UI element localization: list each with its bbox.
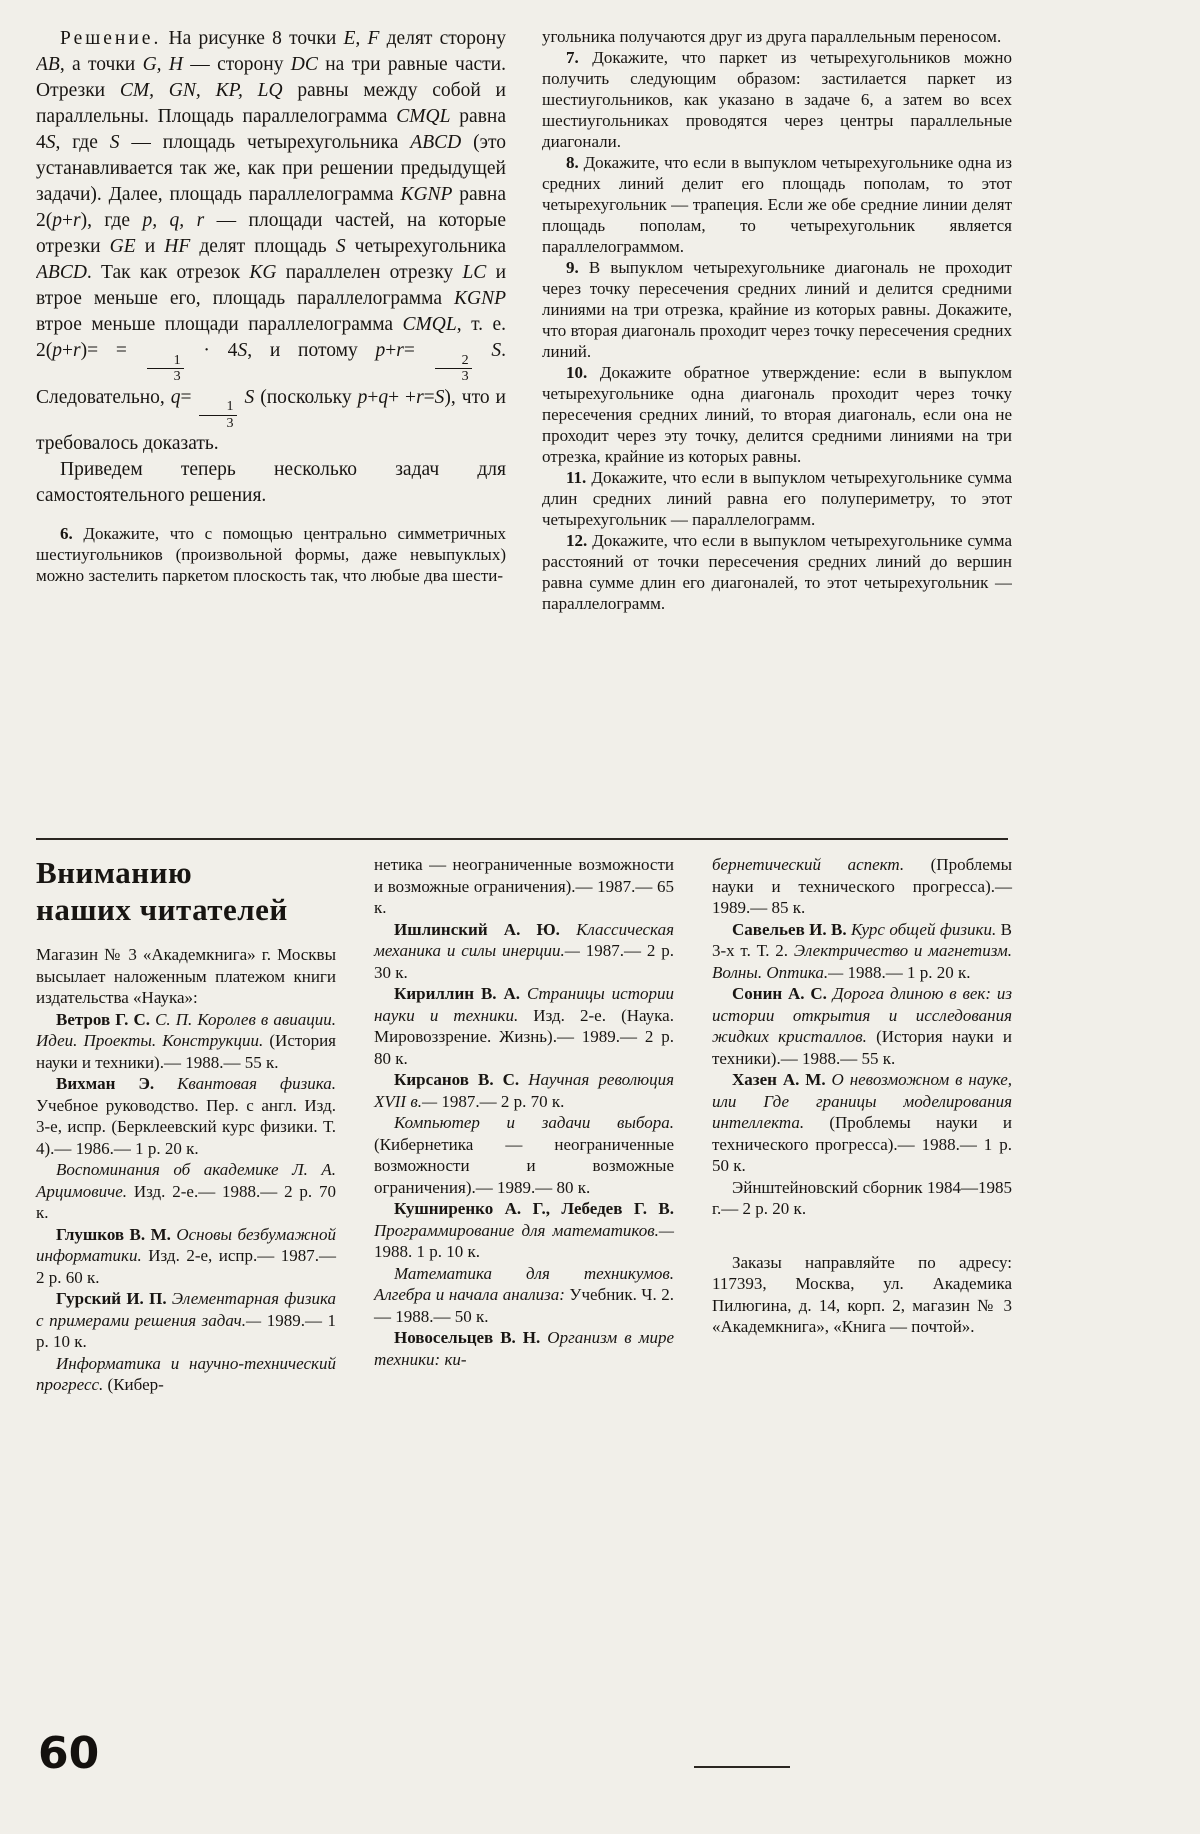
readers-heading-line1: Вниманию — [36, 855, 193, 890]
readers-column-1 — [36, 854, 336, 1396]
book-entry: Савельев И. В. Курс общей физики. В 3-х т. Т. 2. Электричество и магнетизм. Волны. Оптика.— 1988.— 1 р. 20 к. — [712, 919, 1012, 982]
book-entry: Хазен А. М. О невозможном в науке, или Где границы моделирования интеллекта. (Проблемы науки и технического прогресса).— 1988.— 1 р. 50 к. — [712, 1070, 1012, 1175]
book-entry: Ветров Г. С. С. П. Королев в авиации. Идеи. Проекты. Конструкции. (История науки и техники).— 1988.— 55 к. — [36, 1009, 337, 1072]
book-entry: Глушков В. М. Основы безбумажной информатики. Изд. 2-е, испр.— 1987.— 2 р. 60 к. — [36, 1224, 336, 1287]
article-left-column — [36, 26, 506, 840]
readers-intro: Магазин № 3 «Академкнига» г. Москвы высылает наложенным платежом книги издательства «Наука»: — [36, 945, 336, 1007]
problem-7: 7. Докажите, что паркет из четырехугольников можно получить следующим образом: застилается паркет из шестиугольников, как указано в задаче 6, а затем во всех шестиугольниках проводятся через центры параллельные диагонали. — [542, 48, 1012, 151]
problem-11: 11. Докажите, что если в выпуклом четырехугольнике сумма длин средних линий равна его полупериметру, то этот четырехугольник — параллелограмм. — [542, 468, 1012, 529]
book-entry: Ишлинский А. Ю. Классическая механика и силы инерции.— 1987.— 2 р. 30 к. — [374, 919, 675, 982]
book-entry: Гурский И. П. Элементарная физика с примерами решения задач.— 1989.— 1 р. 10 к. — [36, 1289, 336, 1351]
article-right-column — [542, 26, 1012, 840]
problem-12: 12. Докажите, что если в выпуклом четырехугольнике сумма расстояний от точки пересечения средних линий до вершин равна сумме длин его диагоналей, то этот четырехугольник — параллелограмм. — [542, 531, 1012, 613]
book-entry: Воспоминания об академике Л. А. Арцимовиче. Изд. 2-е.— 1988.— 2 р. 70 к. — [36, 1160, 336, 1222]
readers-heading-line2: наших читателей — [36, 892, 288, 927]
fraction: $\frac{1}{3}$ — [199, 399, 236, 431]
readers-heading — [36, 854, 336, 928]
section-divider-rule — [36, 838, 1008, 840]
readers-column-2 — [374, 854, 674, 1396]
problem-9: 9. В выпуклом четырехугольнике диагональ не проходит через точку пересечения средних линий и делится средними линиями на три отрезка, крайние из которых равны. Докажите, что вторая диагональ проходит через точку пересечения средних линий. — [542, 258, 1012, 361]
problem-8: 8. Докажите, что если в выпуклом четырехугольнике одна из средних линий делит его площадь пополам, то этот четырехугольник — трапеция. Если же обе средние линии делят площадь пополам, то четырехугольник является параллелограммом. — [542, 153, 1012, 256]
book-entry: Компьютер и задачи выбора. (Кибернетика — неограниченные возможности и возможные ограничения).— 1989.— 80 к. — [374, 1113, 674, 1197]
fraction: $\frac{1}{3}$ — [147, 353, 184, 385]
problem-6: 6. Докажите, что с помощью центрально симметричных шестиугольников (произвольной формы, даже невыпуклых) можно застелить паркетом плоскость так, что любые два шести- — [36, 524, 506, 586]
book-entry-continuation: нетика — неограниченные возможности и возможные ограничения).— 1987.— 65 к. — [374, 855, 674, 917]
book-entry: Кирсанов В. С. Научная революция XVII в.— 1987.— 2 р. 70 к. — [374, 1070, 674, 1111]
book-entry-continuation: бернетический аспект. (Проблемы науки и технического прогресса).— 1989.— 85 к. — [712, 855, 1013, 917]
book-entry: Кириллин В. А. Страницы истории науки и техники. Изд. 2-е. (Наука. Мировоззрение. Жизнь).— 1989.— 2 р. 80 к. — [374, 984, 674, 1068]
readers-column-3 — [712, 854, 1012, 1396]
book-entry: Кушниренко А. Г., Лебедев Г. В. Программирование для математиков.— 1988. 1 р. 10 к. — [374, 1199, 674, 1261]
fraction: $\frac{2}{3}$ — [435, 353, 472, 385]
book-entry: Новосельцев В. Н. Организм в мире техники: ки- — [374, 1328, 674, 1369]
problem-10: 10. Докажите обратное утверждение: если в выпуклом четырехугольнике одна диагональ проходит через точку пересечения средних линий, то вторая диагональ, если она не проходит через эту точку, делится средними линиями на три отрезка, крайние из которых равны. — [542, 363, 1012, 466]
book-entry: Эйнштейновский сборник 1984—1985 г.— 2 р. 20 к. — [712, 1177, 1012, 1218]
solution-paragraph: Решение. На рисунке 8 точки E, F делят сторону AB, а точки G, H — сторону DC на три равные части. Отрезки CM, GN, KP, LQ равны между собой и параллельны. Площадь параллелограмма CMQL равна 4S, где S — площадь четырехугольника ABCD (это устанавливается так же, как при решении предыдущей задачи). Далее, площадь параллелограмма KGNP равна 2(p+r), где p, q, r — площади частей, на которые отрезки GE и HF делят площадь S четырехугольника ABCD. Так как отрезок KG параллелен отрезку LC и втрое меньше его, площадь параллелограмма KGNP втрое меньше площади параллелограмма CMQL, т. е. 2(p+r)= = $\frac{1}{3}$ · 4S, и потому p+r= $\frac{2}{3}$ S. Следовательно, q= $\frac{1}{3}$ S (поскольку p+q+ +r=S), что и требовалось доказать. — [36, 28, 507, 455]
problem-6-continuation: угольника получаются друг из друга параллельным переносом. — [542, 27, 1002, 46]
book-entry: Математика для техникумов. Алгебра и начала анализа: Учебник. Ч. 2.— 1988.— 50 к. — [374, 1263, 674, 1326]
book-entry: Сонин А. С. Дорога длиною в век: из истории открытия и исследования жидких кристаллов. (История науки и техники).— 1988.— 55 к. — [712, 984, 1013, 1068]
article-top-section — [36, 26, 1012, 840]
book-entry: Информатика и научно-технический прогресс. (Кибер- — [36, 1353, 336, 1394]
page-number: 60 — [38, 1728, 100, 1779]
outro-paragraph: Приведем теперь несколько задач для самостоятельного решения. — [36, 459, 506, 507]
orders-address: Заказы направляйте по адресу: 117393, Москва, ул. Академика Пилюгина, д. 14, корп. 2, магазин № 3 «Академкнига», «Книга — почтой». — [712, 1252, 1012, 1336]
readers-section — [36, 854, 1012, 1396]
book-entry: Вихман Э. Квантовая физика. Учебное руководство. Пер. с англ. Изд. 3-е, испр. (Берклеевский курс физики. Т. 4).— 1986.— 1 р. 20 к. — [36, 1074, 336, 1158]
footer-rule — [694, 1766, 790, 1768]
